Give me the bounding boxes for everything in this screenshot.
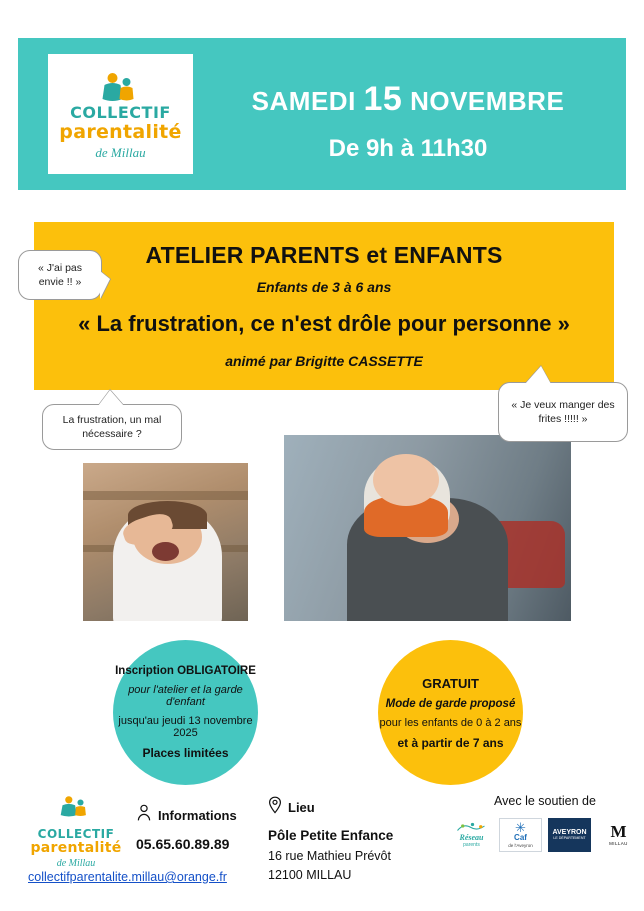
partner-millau-line1: M <box>610 822 627 842</box>
partner-caf-line2: de l'Aveyron <box>508 843 533 849</box>
workshop-age-range: Enfants de 3 à 6 ans <box>256 279 392 295</box>
footer <box>0 788 644 911</box>
supporters-block <box>450 794 640 852</box>
caf-snowflake-icon: ✳ <box>515 819 526 835</box>
logo-figure-icon <box>48 71 193 105</box>
information-label: Informations <box>158 808 237 823</box>
contact-email[interactable]: collectifparentalite.millau@orange.fr <box>28 870 227 884</box>
location-header <box>268 796 448 819</box>
header-band <box>18 38 626 190</box>
map-pin-icon <box>268 796 282 819</box>
photo-crying-child <box>83 463 248 621</box>
footer-logo-line-parentalite: parentalité <box>30 839 122 856</box>
photo-baby-on-shoulder <box>284 435 571 621</box>
partner-logo-reseau-parents <box>450 818 493 852</box>
location-label: Lieu <box>288 800 315 815</box>
footer-organization-logo <box>22 794 130 869</box>
event-date-day: 15 <box>363 80 403 118</box>
footer-logo-figure-icon <box>22 794 130 828</box>
organization-logo <box>48 54 193 174</box>
event-date-block <box>208 80 608 163</box>
event-time: De 9h à 11h30 <box>328 135 488 162</box>
event-date-line <box>208 80 608 119</box>
partner-reseau-line1: Réseau <box>459 833 484 843</box>
location-address: 16 rue Mathieu Prévôt <box>268 849 391 863</box>
partner-aveyron-line1: AVEYRON <box>552 829 587 837</box>
partner-logo-caf <box>499 818 542 852</box>
workshop-title: ATELIER PARENTS et ENFANTS <box>145 242 503 268</box>
childcare-age-2: et à partir de 7 ans <box>397 735 504 750</box>
speech-bubble-2 <box>42 404 182 450</box>
location-block <box>268 796 448 882</box>
footer-logo-line-millau: de Millau <box>56 857 96 869</box>
workshop-theme-quote: « La frustration, ce n'est drôle pour personne » <box>78 311 570 336</box>
partner-logo-aveyron <box>548 818 591 852</box>
free-childcare-circle <box>378 640 523 785</box>
event-date-month: NOVEMBRE <box>402 86 565 116</box>
logo-line-collectif: COLLECTIF <box>70 103 171 123</box>
event-date-prefix: SAMEDI <box>251 86 364 116</box>
supporters-label: Avec le soutien de <box>494 794 596 808</box>
contact-phone[interactable]: 05.65.60.89.89 <box>136 836 230 852</box>
partner-logos <box>450 818 640 852</box>
childcare-age-1: pour les enfants de 0 à 2 ans <box>379 716 522 729</box>
partner-caf-line1: Caf <box>514 832 527 842</box>
information-row <box>136 804 237 827</box>
speech-bubble-1-text: « J'ai pas envie !! » <box>37 261 83 288</box>
speech-bubble-3 <box>498 382 628 442</box>
location-name: Pôle Petite Enfance <box>268 828 394 843</box>
registration-deadline: jusqu'au jeudi 13 novembre 2025 <box>118 715 253 739</box>
workshop-animator: animé par Brigitte CASSETTE <box>225 353 423 369</box>
registration-limited: Places limitées <box>142 746 229 760</box>
partner-logo-millau <box>597 818 640 852</box>
registration-circle <box>113 640 258 785</box>
logo-line-millau: de Millau <box>95 144 146 160</box>
speech-bubble-3-text: « Je veux manger des frites !!!!! » <box>511 398 615 425</box>
speech-bubble-2-text: La frustration, un mal nécessaire ? <box>62 413 162 440</box>
logo-line-parentalite: parentalité <box>59 120 182 143</box>
childcare-label: Mode de garde proposé <box>385 697 516 710</box>
partner-reseau-line2: parents <box>463 842 480 849</box>
free-label: GRATUIT <box>422 675 479 691</box>
speech-bubble-1 <box>18 250 102 300</box>
contact-person-icon <box>136 804 152 827</box>
footer-logo-line-collectif: COLLECTIF <box>37 827 115 841</box>
registration-title: Inscription OBLIGATOIRE <box>115 665 256 677</box>
event-banner <box>34 222 614 390</box>
registration-detail: pour l'atelier et la garde d'enfant <box>128 684 243 708</box>
partner-aveyron-line2: LE DÉPARTEMENT <box>553 835 586 840</box>
location-city: 12100 MILLAU <box>268 868 352 882</box>
partner-millau-line2: MILLAU <box>609 841 628 847</box>
